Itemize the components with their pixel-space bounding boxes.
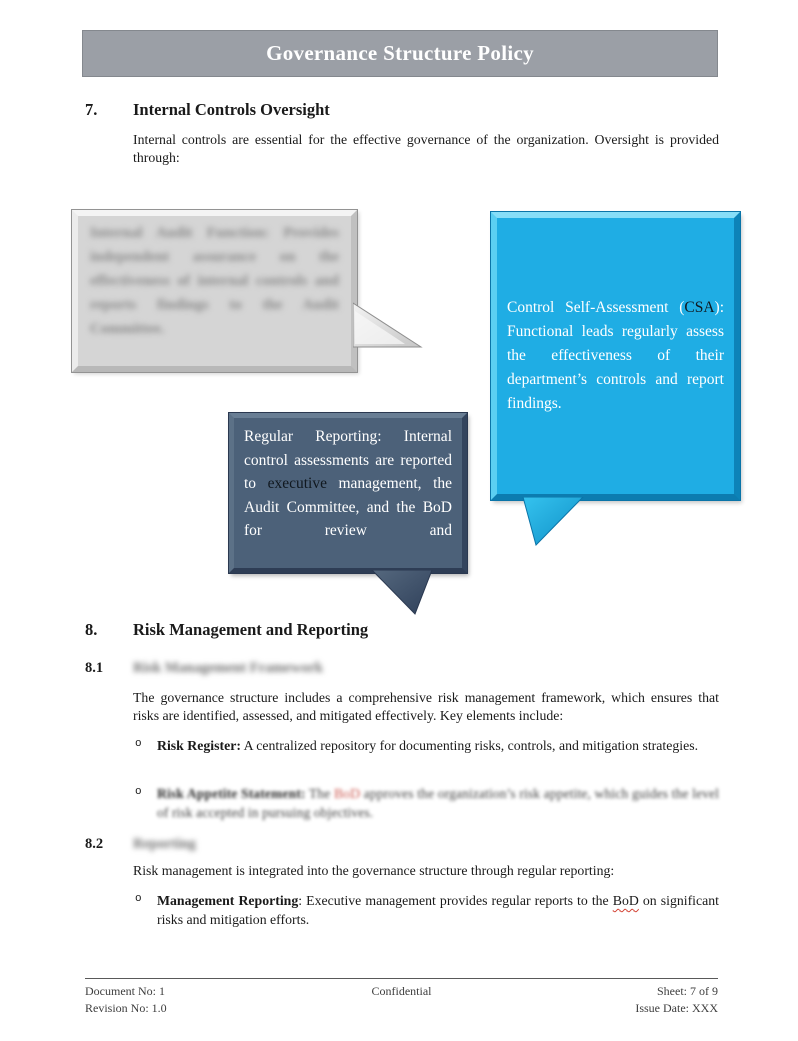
redacted-term: Risk Appetite Statement: <box>157 786 306 801</box>
section-8-1-number: 8.1 <box>85 660 104 676</box>
footer-issue-date: Issue Date: XXX <box>635 1001 718 1015</box>
footer-document-no: Document No: 1 <box>85 984 165 998</box>
bullet-marker: o <box>135 786 142 798</box>
section-8-2-number: 8.2 <box>85 836 104 852</box>
callout-rr-text-before: Regular Reporting: Internal control assessments are reported to <box>244 428 452 492</box>
callout-csa-text-after: ): Functional leads regularly assess the effectiveness of their department’s controls and report findings. <box>507 299 724 412</box>
callout-rr-highlight: executive <box>267 475 327 492</box>
bullet-management-reporting-desc2: on significant risks and mitigation efforts. <box>157 893 719 927</box>
bullet-marker: o <box>135 893 142 905</box>
section-8-1-heading <box>85 660 718 677</box>
bullet-risk-appetite-text <box>157 784 719 822</box>
section-8-1-title-redacted: Risk Management Framework <box>133 660 324 676</box>
callout-csa-highlight: CSA <box>684 299 715 316</box>
section-8-title: Risk Management and Reporting <box>133 620 369 639</box>
redacted-text: The <box>305 786 334 801</box>
title-banner <box>82 30 718 77</box>
section-8-2-title-redacted: Reporting <box>133 836 196 852</box>
bullet-risk-register-desc: A centralized repository for documenting risks, controls, and mitigation strategies. <box>240 738 699 753</box>
section-8-heading <box>85 620 718 640</box>
redacted-text: approves the organization’s risk appetite, which guides the level of risk accepted in pursuing objectives. <box>157 786 719 820</box>
footer-confidential: Confidential <box>371 984 432 998</box>
section-8-1-intro: The governance structure includes a comprehensive risk management framework, which ensures that risks are identified, assessed, and mitigated effectively. Key elements include: <box>133 690 719 723</box>
bullet-risk-register-text <box>157 736 719 755</box>
callout-rr-text-after: management, the Audit Committee, and the BoD for review and <box>244 475 452 539</box>
bullet-management-reporting-desc1: : Executive management provides regular reports to the <box>298 893 613 908</box>
tail-shape <box>523 497 583 545</box>
callout-regular-reporting <box>229 413 467 573</box>
bullet-management-reporting-term: Management Reporting <box>157 893 299 908</box>
footer-sheet: Sheet: 7 of 9 <box>657 984 718 998</box>
footer-divider <box>85 978 718 979</box>
footer-revision-no: Revision No: 1.0 <box>85 1001 167 1015</box>
bullet-risk-appetite-redacted <box>133 784 719 822</box>
callout-internal-audit-text: Internal Audit Function: Provides independent assurance on the effectiveness of internal controls and reports findings to the Audit Committee. <box>90 225 339 337</box>
footer-right <box>635 983 718 1017</box>
spellcheck-word: BoD <box>612 893 639 908</box>
bullet-management-reporting <box>133 891 719 929</box>
callout-csa-tail <box>517 497 603 549</box>
section-7-number: 7. <box>85 100 98 119</box>
bullet-risk-register-term: Risk Register: <box>157 738 241 753</box>
page-title: Governance Structure Policy <box>266 41 534 65</box>
redacted-red-word: BoD <box>333 786 361 801</box>
section-8-number: 8. <box>85 620 98 639</box>
bullet-risk-register <box>133 736 719 755</box>
callout-csa <box>491 212 740 500</box>
callout-regular-reporting-text <box>234 418 462 568</box>
section-7-title: Internal Controls Oversight <box>133 100 330 119</box>
bullet-marker: o <box>135 738 142 750</box>
tail-shape <box>372 570 432 614</box>
callout-regular-reporting-tail <box>362 570 444 618</box>
section-7-heading <box>85 100 718 120</box>
section-8-2-intro: Risk management is integrated into the governance structure through regular reporting: <box>133 863 615 878</box>
bullet-management-reporting-text <box>157 891 719 929</box>
callout-internal-audit <box>72 210 357 372</box>
callout-csa-text <box>497 296 734 416</box>
section-8-2-heading <box>85 836 718 853</box>
footer-center <box>85 983 718 1000</box>
callout-internal-audit-tail <box>353 302 427 354</box>
section-7-intro: Internal controls are essential for the effective governance of the organization. Oversight is provided through: <box>133 132 719 165</box>
callout-csa-text-before: Control Self-Assessment ( <box>507 299 685 316</box>
